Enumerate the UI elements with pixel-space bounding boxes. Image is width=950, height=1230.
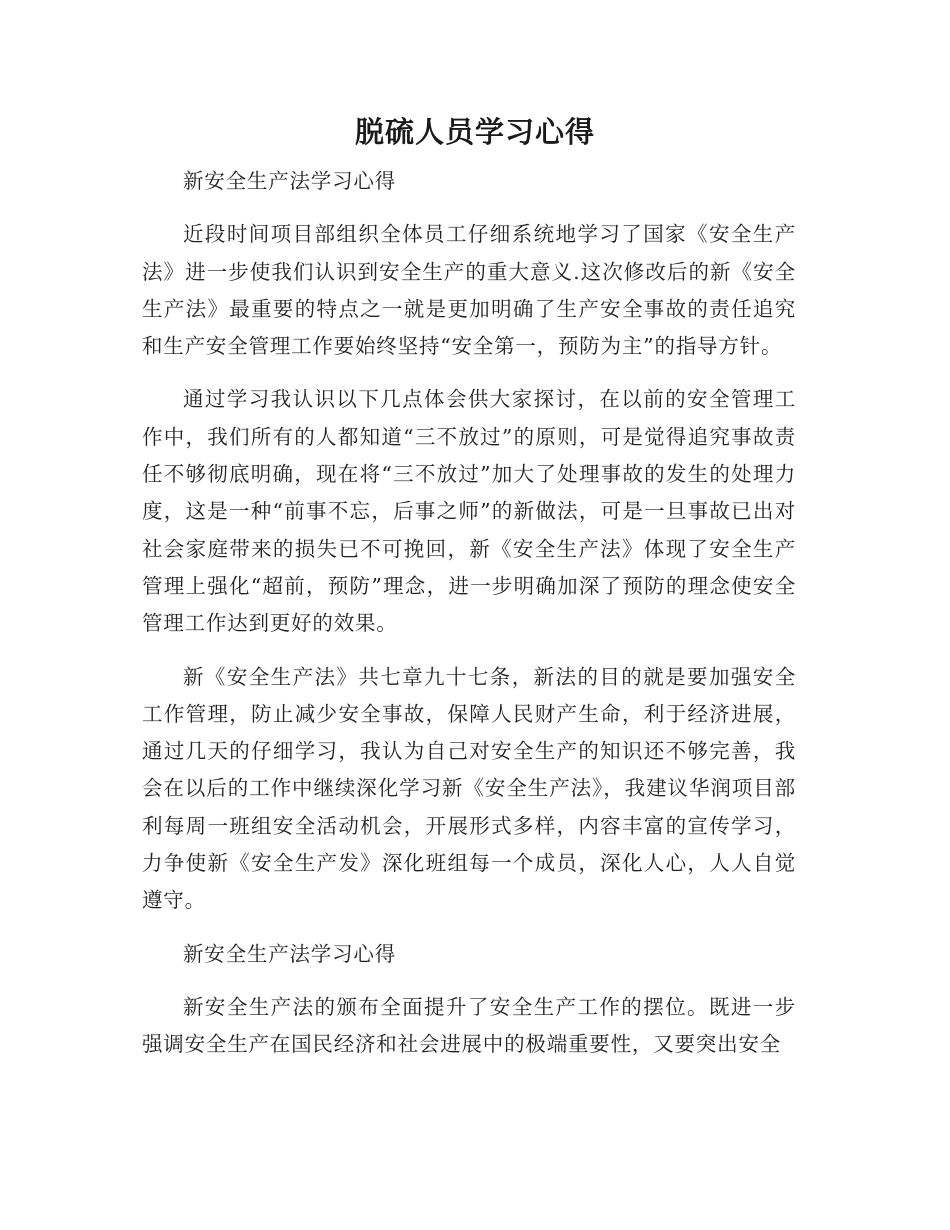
- body-paragraph: 新《安全生产法》共七章九十七条，新法的目的就是要加强安全工作管理，防止减少安全事故，保障人民财产生命，利于经济进展，通过几天的仔细学习，我认为自己对安全生产的知识还不够完善，我会在以后的工作中继续深化学习新《安全生产法》，我建议华润项目部利每周一班组安全活动机会，开展形式多样，内容丰富的宣传学习，力争使新《安全生产发》深化班组每一个成员，深化人心，人人自觉遵守。: [142, 664, 796, 913]
- section-heading: 新安全生产法学习心得: [183, 941, 396, 966]
- body-paragraph: 近段时间项目部组织全体员工仔细系统地学习了国家《安全生产法》进一步使我们认识到安全生产的重大意义.这次修改后的新《安全生产法》最重要的特点之一就是更加明确了生产安全事故的责任追究和生产安全管理工作要始终坚持“安全第一，预防为主”的指导方针。: [142, 222, 796, 359]
- body-paragraph: 通过学习我认识以下几点体会供大家探讨，在以前的安全管理工作中，我们所有的人都知道“三不放过”的原则，可是觉得追究事故责任不够彻底明确，现在将“三不放过”加大了处理事故的发生的处理力度，这是一种“前事不忘，后事之师”的新做法，可是一旦事故已出对社会家庭带来的损失已不可挽回，新《安全生产法》体现了安全生产管理上强化“超前，预防”理念，进一步明确加深了预防的理念使安全管理工作达到更好的效果。: [142, 387, 796, 636]
- section-heading: 新安全生产法学习心得: [183, 169, 396, 193]
- document-body: [142, 163, 796, 1080]
- body-paragraph: 新安全生产法的颁布全面提升了安全生产工作的摆位。既进一步强调安全生产在国民经济和社会进展中的极端重要性，又要突出安全: [142, 994, 796, 1057]
- document-title: 脱硫人员学习心得: [354, 115, 595, 149]
